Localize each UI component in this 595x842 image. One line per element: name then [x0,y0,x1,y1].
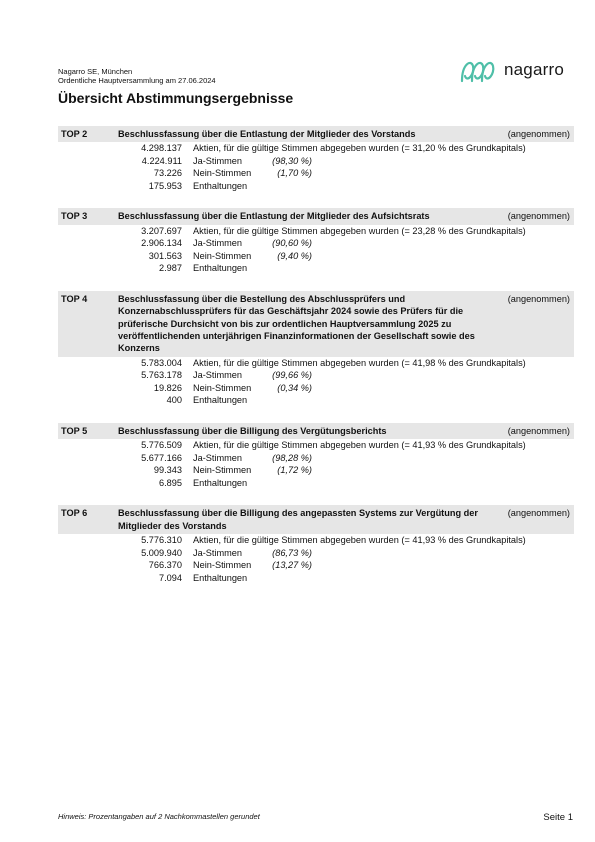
yes-votes-count: 5.677.166 [141,452,182,463]
vote-results [58,439,574,489]
agenda-item-title: Beschlussfassung über die Bestellung des Abschlussprüfers und Konzernabschlussprüfers für das Geschäftsjahr 2024 sowie des Prüfers für die prüferische Durchsicht von bis zur ordentlichen Hauptversammlung 2025 zu veröffentlichenden unterjährigen Finanzinformationen der Gesellschaft sowie des Konzerns [118,293,475,354]
abstentions-label: Enthaltungen [193,395,248,406]
no-votes-count: 73.226 [153,168,182,179]
vote-results [58,142,574,192]
yes-votes-row [58,369,574,382]
no-votes-label: Nein-Stimmen [193,465,252,476]
yes-votes-label: Ja-Stimmen [193,370,243,381]
abstentions-label: Enthaltungen [193,477,248,488]
shares-row [58,142,574,155]
shares-description: Aktien, für die gültige Stimmen abgegeben wurden (= 41,93 % des Grundkapitals) [193,535,526,546]
yes-votes-row [58,452,574,465]
abstentions-count: 2.987 [159,263,182,274]
no-votes-count: 766.370 [148,560,182,571]
abstentions-row [58,394,574,407]
yes-votes-count: 5.763.178 [141,370,182,381]
no-votes-label: Nein-Stimmen [193,250,252,261]
shares-row [58,439,574,452]
agenda-item-title: Beschlussfassung über die Entlastung der Mitglieder des Vorstands [118,129,416,139]
agenda-item-header [58,291,574,357]
no-votes-count: 19.826 [153,382,182,393]
shares-count: 5.783.004 [141,357,182,368]
agenda-item-status: (angenommen) [507,293,570,304]
abstentions-count: 6.895 [159,477,182,488]
agenda-item-status: (angenommen) [507,211,570,222]
agenda-item-number: TOP 2 [61,129,88,139]
company-name: Nagarro SE, München [58,67,133,76]
shares-row [58,357,574,370]
agenda-item-title: Beschlussfassung über die Billigung des angepassten Systems zur Vergütung der Mitglieder des Vorstands [118,508,478,531]
yes-votes-percent: (98,28 %) [272,452,312,463]
page-title: Übersicht Abstimmungsergebnisse [58,90,294,106]
agenda-item-title: Beschlussfassung über die Entlastung der Mitglieder des Aufsichtsrats [118,211,430,222]
shares-count: 3.207.697 [141,225,182,236]
nagarro-logo-icon [459,56,499,86]
agenda-item-header [58,423,574,439]
agenda-item-number: TOP 6 [61,508,88,519]
agenda-item [58,208,574,274]
no-votes-percent: (1,72 %) [277,465,312,476]
abstentions-count: 175.953 [148,180,182,191]
agenda-item [58,505,574,584]
agenda-item-header [58,208,574,224]
abstentions-label: Enthaltungen [193,263,248,274]
no-votes-percent: (13,27 %) [272,560,312,571]
agenda-item-header [58,505,574,534]
agenda-item-number: TOP 5 [61,425,88,436]
abstentions-row [58,262,574,275]
yes-votes-label: Ja-Stimmen [193,155,243,166]
agenda-item [58,291,574,407]
page-number: Seite 1 [543,812,573,823]
yes-votes-count: 2.906.134 [141,238,182,249]
agenda-item [58,423,574,489]
yes-votes-label: Ja-Stimmen [193,547,243,558]
yes-votes-percent: (98,30 %) [272,155,312,166]
abstentions-label: Enthaltungen [193,572,248,583]
no-votes-count: 99.343 [153,465,182,476]
vote-results [58,534,574,584]
agenda-item-status: (angenommen) [507,508,570,519]
abstentions-row [58,572,574,585]
shares-count: 5.776.310 [141,535,182,546]
agenda-item-status: (angenommen) [507,425,570,436]
no-votes-percent: (1,70 %) [277,168,312,179]
agenda-item-header [58,126,574,142]
yes-votes-percent: (90,60 %) [272,238,312,249]
no-votes-row [58,250,574,263]
shares-description: Aktien, für die gültige Stimmen abgegeben wurden (= 23,28 % des Grundkapitals) [193,225,526,236]
footnote: Hinweis: Prozentangaben auf 2 Nachkommastellen gerundet [58,812,260,821]
abstentions-row [58,477,574,490]
abstentions-count: 7.094 [159,572,182,583]
agenda-item [58,126,574,192]
shares-description: Aktien, für die gültige Stimmen abgegeben wurden (= 41,93 % des Grundkapitals) [193,440,526,451]
yes-votes-row [58,237,574,250]
no-votes-row [58,167,574,180]
shares-description: Aktien, für die gültige Stimmen abgegeben wurden (= 41,98 % des Grundkapitals) [193,357,526,368]
yes-votes-count: 4.224.911 [141,155,182,166]
header-company-info [58,67,216,85]
no-votes-percent: (0,34 %) [277,382,312,393]
agenda-results [58,126,574,600]
yes-votes-row [58,547,574,560]
agenda-item-title: Beschlussfassung über die Billigung des Vergütungsberichts [118,425,387,436]
yes-votes-label: Ja-Stimmen [193,452,243,463]
agenda-item-status: (angenommen) [507,129,570,139]
no-votes-row [58,382,574,395]
shares-count: 5.776.509 [141,440,182,451]
nagarro-logo [459,56,579,86]
no-votes-row [58,464,574,477]
yes-votes-row [58,155,574,168]
yes-votes-label: Ja-Stimmen [193,238,243,249]
yes-votes-percent: (86,73 %) [272,547,312,558]
no-votes-label: Nein-Stimmen [193,382,252,393]
no-votes-count: 301.563 [148,250,182,261]
no-votes-label: Nein-Stimmen [193,168,252,179]
shares-row [58,225,574,238]
vote-results [58,357,574,407]
yes-votes-count: 5.009.940 [141,547,182,558]
logo-wordmark: nagarro [504,60,564,79]
yes-votes-percent: (99,66 %) [272,370,312,381]
abstentions-row [58,180,574,193]
abstentions-label: Enthaltungen [193,180,248,191]
meeting-name: Ordentliche Hauptversammlung am 27.06.2024 [58,76,216,85]
vote-results [58,225,574,275]
abstentions-count: 400 [166,395,182,406]
shares-row [58,534,574,547]
no-votes-percent: (9,40 %) [277,250,312,261]
no-votes-row [58,559,574,572]
no-votes-label: Nein-Stimmen [193,560,252,571]
agenda-item-number: TOP 3 [61,211,88,222]
shares-description: Aktien, für die gültige Stimmen abgegeben wurden (= 31,20 % des Grundkapitals) [193,143,526,154]
agenda-item-number: TOP 4 [61,293,88,304]
shares-count: 4.298.137 [141,143,182,154]
